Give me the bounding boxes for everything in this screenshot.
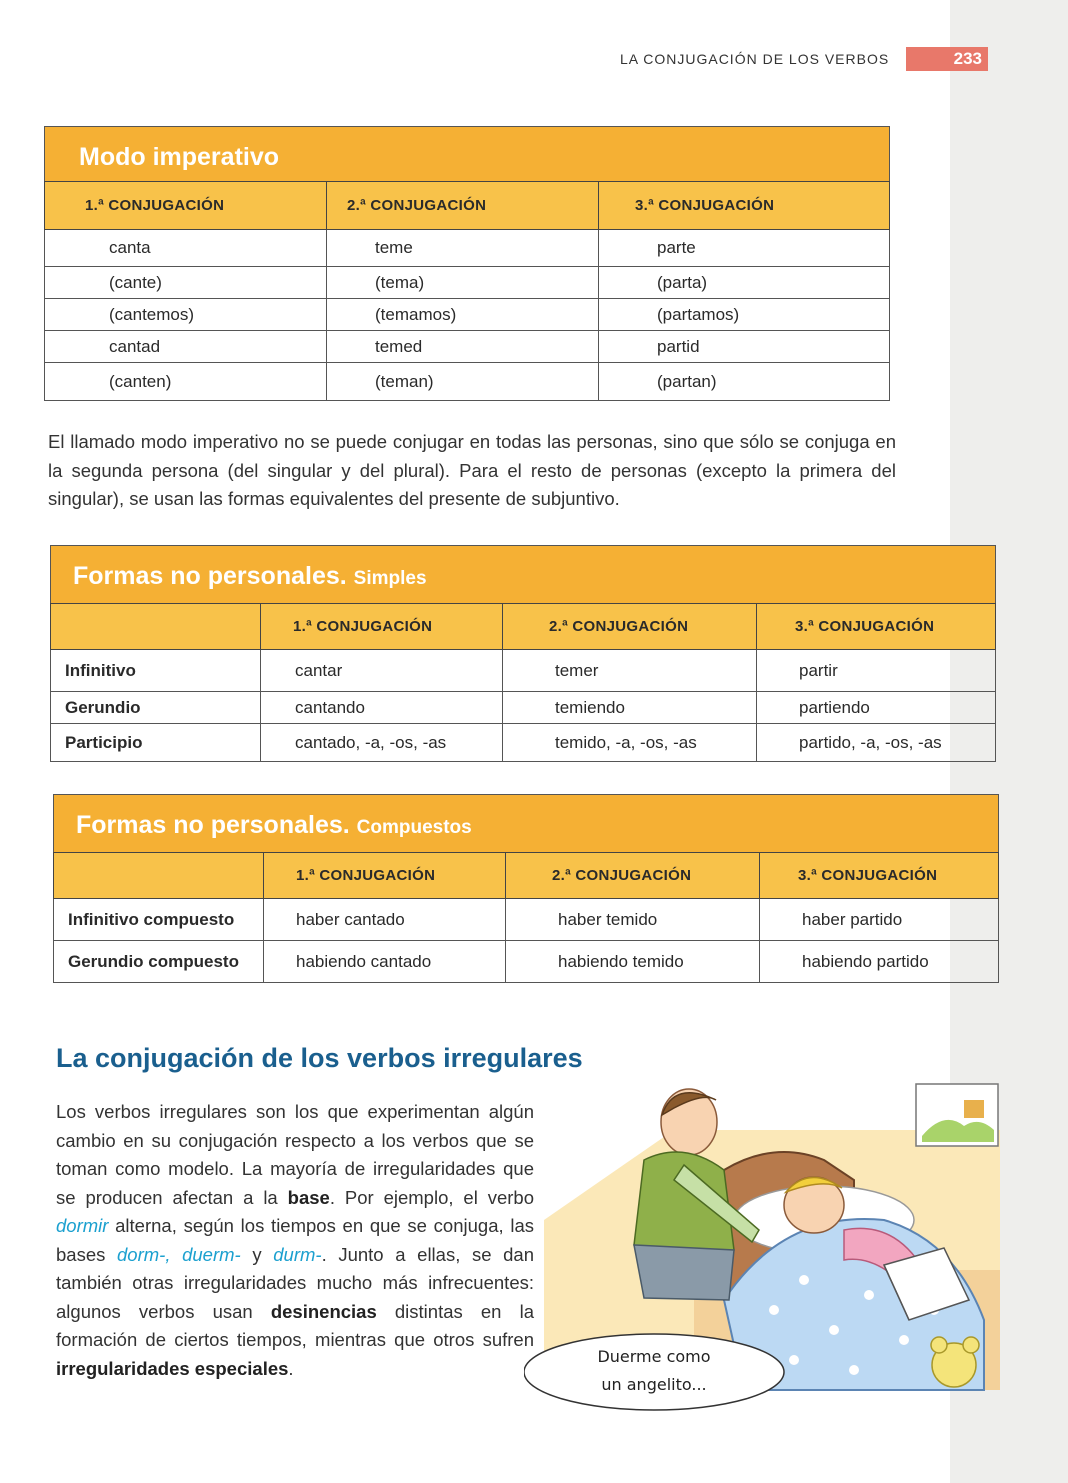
cell: canta — [45, 230, 327, 267]
cell: (cantemos) — [45, 299, 327, 331]
section-heading: La conjugación de los verbos irregulares — [56, 1043, 583, 1073]
compuestos-table-block — [53, 794, 999, 983]
row-label: Gerundio compuesto — [54, 941, 264, 983]
col-header: 3.ª CONJUGACIÓN — [757, 604, 996, 650]
col-header: 2.ª CONJUGACIÓN — [506, 853, 760, 899]
table-row — [51, 692, 996, 724]
text-run: . Por ejemplo, el verbo — [329, 1186, 535, 1208]
term-base: base — [287, 1186, 330, 1208]
cell: (teman) — [327, 363, 599, 401]
compuestos-title-main: Formas no personales. — [76, 811, 350, 839]
cell: partiendo — [757, 692, 996, 724]
simples-title-main: Formas no personales. — [73, 562, 347, 590]
cell: cantando — [261, 692, 503, 724]
term-desinencias: desinencias — [270, 1300, 377, 1322]
text-run: Los verbos irregulares son los que experimentan algún cambio en su conjugación respecto a los verbos que se toman como modelo. La mayoría de irregularidades que se producen afectan a la — [56, 1101, 534, 1208]
cell: (cante) — [45, 267, 327, 299]
example-duerm: duerm- — [182, 1243, 241, 1265]
row-label: Infinitivo — [51, 650, 261, 692]
cell: parte — [599, 230, 890, 267]
sleeping-child-illustration — [524, 1070, 1000, 1415]
cell: temiendo — [503, 692, 757, 724]
cell: (partamos) — [599, 299, 890, 331]
page-number: 233 — [906, 47, 988, 71]
imperativo-table — [44, 181, 890, 401]
table-row — [45, 230, 890, 267]
row-label: Participio — [51, 724, 261, 762]
running-head: LA CONJUGACIÓN DE LOS VERBOS — [620, 51, 890, 67]
table-row — [51, 650, 996, 692]
bubble-line-2: un angelito... — [601, 1375, 707, 1394]
cell: partid — [599, 331, 890, 363]
col-header — [54, 853, 264, 899]
cell: habiendo cantado — [264, 941, 506, 983]
irregulares-paragraph — [56, 1098, 534, 1383]
cell: (canten) — [45, 363, 327, 401]
text-run: y — [240, 1243, 274, 1265]
cell: habiendo partido — [760, 941, 999, 983]
simples-table — [50, 603, 996, 762]
compuestos-table — [53, 852, 999, 983]
col-header: 1.ª CONJUGACIÓN — [261, 604, 503, 650]
cell: teme — [327, 230, 599, 267]
cell: haber partido — [760, 899, 999, 941]
col-header: 2.ª CONJUGACIÓN — [327, 182, 599, 230]
term-irregularidades: irregularidades especiales — [56, 1357, 289, 1379]
col-header — [51, 604, 261, 650]
simples-title — [50, 545, 996, 603]
cell: haber temido — [506, 899, 760, 941]
example-dormir: dormir — [56, 1215, 109, 1236]
table-row — [54, 941, 999, 983]
compuestos-title-sub: Compuestos — [356, 817, 472, 838]
cell: (tema) — [327, 267, 599, 299]
table-row — [54, 899, 999, 941]
text-run: . — [288, 1357, 294, 1379]
cell: cantar — [261, 650, 503, 692]
table-row — [45, 267, 890, 299]
text-run: alterna, según los tiempos en que se conjuga, las bases — [56, 1215, 534, 1265]
row-label: Infinitivo compuesto — [54, 899, 264, 941]
cell: temer — [503, 650, 757, 692]
table-row — [45, 363, 890, 401]
imperativo-paragraph: El llamado modo imperativo no se puede conjugar en todas las personas, sino que sólo se conjuga en la segunda persona (del singular y del plural). Para el resto de personas (excepto la primera del singular), se usan las formas equivalentes del presente de subjuntivo. — [48, 431, 896, 509]
text-run: . Junto a ellas, se dan también otras irregularidades mucho más infrecuentes: algunos verbos usan — [56, 1243, 535, 1322]
compuestos-title — [53, 794, 999, 852]
cell: (partan) — [599, 363, 890, 401]
cell: (temamos) — [327, 299, 599, 331]
example-dorm: dorm- — [117, 1243, 166, 1265]
imperativo-table-block — [44, 126, 890, 401]
simples-table-block — [50, 545, 996, 762]
bubble-line-1: Duerme como — [597, 1347, 711, 1366]
text-run: distintas en la formación de ciertos tiempos, mientras que otros sufren — [56, 1300, 534, 1350]
cell: temido, -a, -os, -as — [503, 724, 757, 762]
col-header: 1.ª CONJUGACIÓN — [264, 853, 506, 899]
cell: (parta) — [599, 267, 890, 299]
cell: habiendo temido — [506, 941, 760, 983]
cell: haber cantado — [264, 899, 506, 941]
simples-title-sub: Simples — [353, 568, 427, 589]
col-header: 3.ª CONJUGACIÓN — [760, 853, 999, 899]
cell: partir — [757, 650, 996, 692]
separator: , — [165, 1243, 183, 1265]
table-row — [45, 299, 890, 331]
imperativo-title: Modo imperativo — [44, 126, 890, 181]
table-row — [51, 724, 996, 762]
col-header: 1.ª CONJUGACIÓN — [45, 182, 327, 230]
row-label: Gerundio — [51, 692, 261, 724]
cell: cantad — [45, 331, 327, 363]
col-header: 3.ª CONJUGACIÓN — [599, 182, 890, 230]
col-header: 2.ª CONJUGACIÓN — [503, 604, 757, 650]
table-row — [45, 331, 890, 363]
cell: cantado, -a, -os, -as — [261, 724, 503, 762]
example-durm: durm- — [273, 1243, 322, 1265]
cell: partido, -a, -os, -as — [757, 724, 996, 762]
cell: temed — [327, 331, 599, 363]
illustration-svg — [524, 1070, 1000, 1415]
